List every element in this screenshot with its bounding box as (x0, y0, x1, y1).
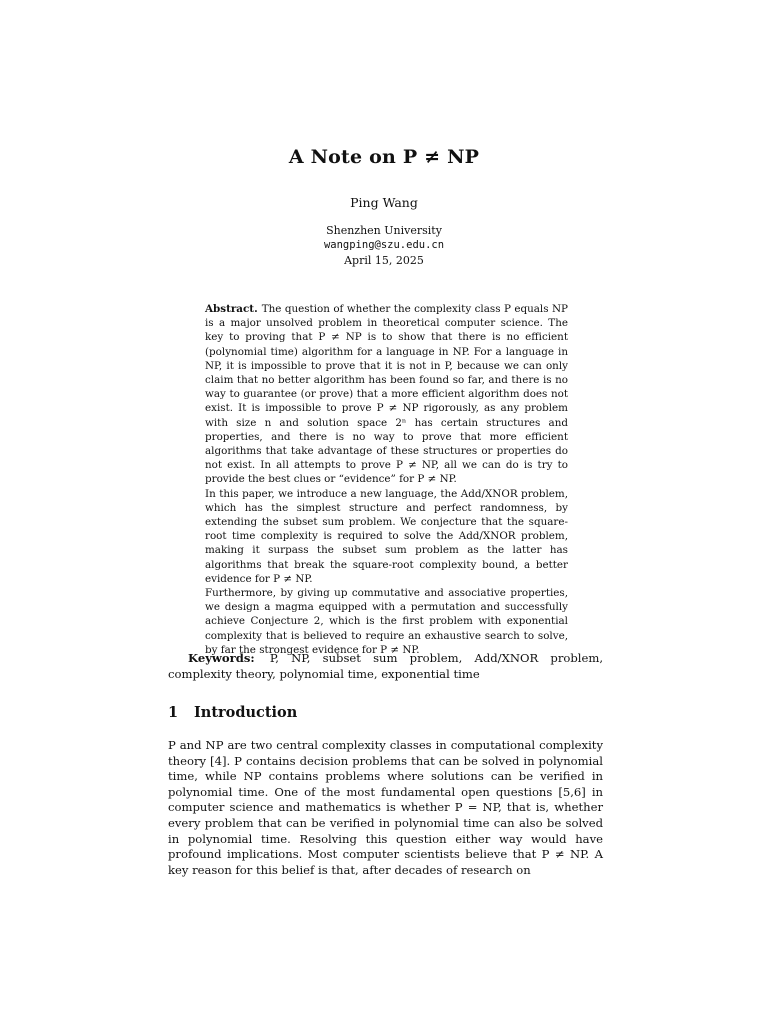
author-name: Ping Wang (350, 195, 418, 210)
introduction-body (168, 738, 603, 878)
author-affiliation-block (0, 223, 768, 268)
keywords-label: Keywords: (188, 651, 255, 665)
section-heading-introduction (168, 704, 603, 721)
abstract (205, 302, 568, 657)
abstract-paragraph-2: In this paper, we introduce a new language, the Add/XNOR problem, which has the simplest structure and perfect randomness, by extending the subset sum problem. We conjecture that the square-root time complexity is required to solve the Add/XNOR problem, making it surpass the subset sum problem as the latter has algorithms that break the square-root complexity bound, a better evidence for P ≠ NP. (205, 487, 568, 585)
abstract-paragraph-3: Furthermore, by giving up commutative and associative properties, we design a magma equipped with a permutation and successfully achieve Conjecture 2, which is the first problem with exponential complexity that is believed to require an exhaustive search to solve, by far the strongest evidence for P ≠ NP. (205, 587, 568, 656)
section-title: Introduction (194, 704, 298, 721)
keywords-text: P, NP, subset sum problem, Add/XNOR problem, complexity theory, polynomial time, exponential time (168, 651, 604, 681)
affiliation: Shenzhen University (326, 224, 442, 237)
section-number: 1 (168, 704, 179, 721)
paper-title: A Note on P ≠ NP (288, 146, 480, 168)
author-email: wangping@szu.edu.cn (323, 239, 445, 251)
abstract-label: Abstract. (205, 303, 258, 315)
abstract-paragraph-1 (205, 302, 568, 487)
paper-date: April 15, 2025 (344, 254, 424, 267)
abstract-text-1: The question of whether the complexity class P equals NP is a major unsolved problem in theoretical computer science. The key to proving that P ≠ NP is to show that there is no efficient (polynomial time) algorithm for a language in NP. For a language in NP, it is impossible to prove that it is not in P, because we can only claim that no better algorithm has been found so far, and there is no way to guarantee (or prove) that a more efficient algorithm does not exist. It is impossible to prove P ≠ NP rigorously, as any problem with size n and solution space 2ⁿ has certain structures and properties, and there is no way to prove that more efficient algorithms that take advantage of these structures or properties do not exist. In all attempts to prove P ≠ NP, all we can do is try to provide the best clues or “evidence” for P ≠ NP. (205, 303, 568, 486)
introduction-paragraph: P and NP are two central complexity classes in computational complexity theory [4]. P contains decision problems that can be solved in polynomial time, while NP contains problems where solutions can be verified in polynomial time. One of the most fundamental open questions [5,6] in computer science and mathematics is whether P = NP, that is, whether every problem that can be verified in polynomial time can also be solved in polynomial time. Resolving this question either way would have profound implications. Most computer scientists believe that P ≠ NP. A key reason for this belief is that, after decades of research on (168, 738, 603, 877)
keywords (168, 650, 603, 682)
